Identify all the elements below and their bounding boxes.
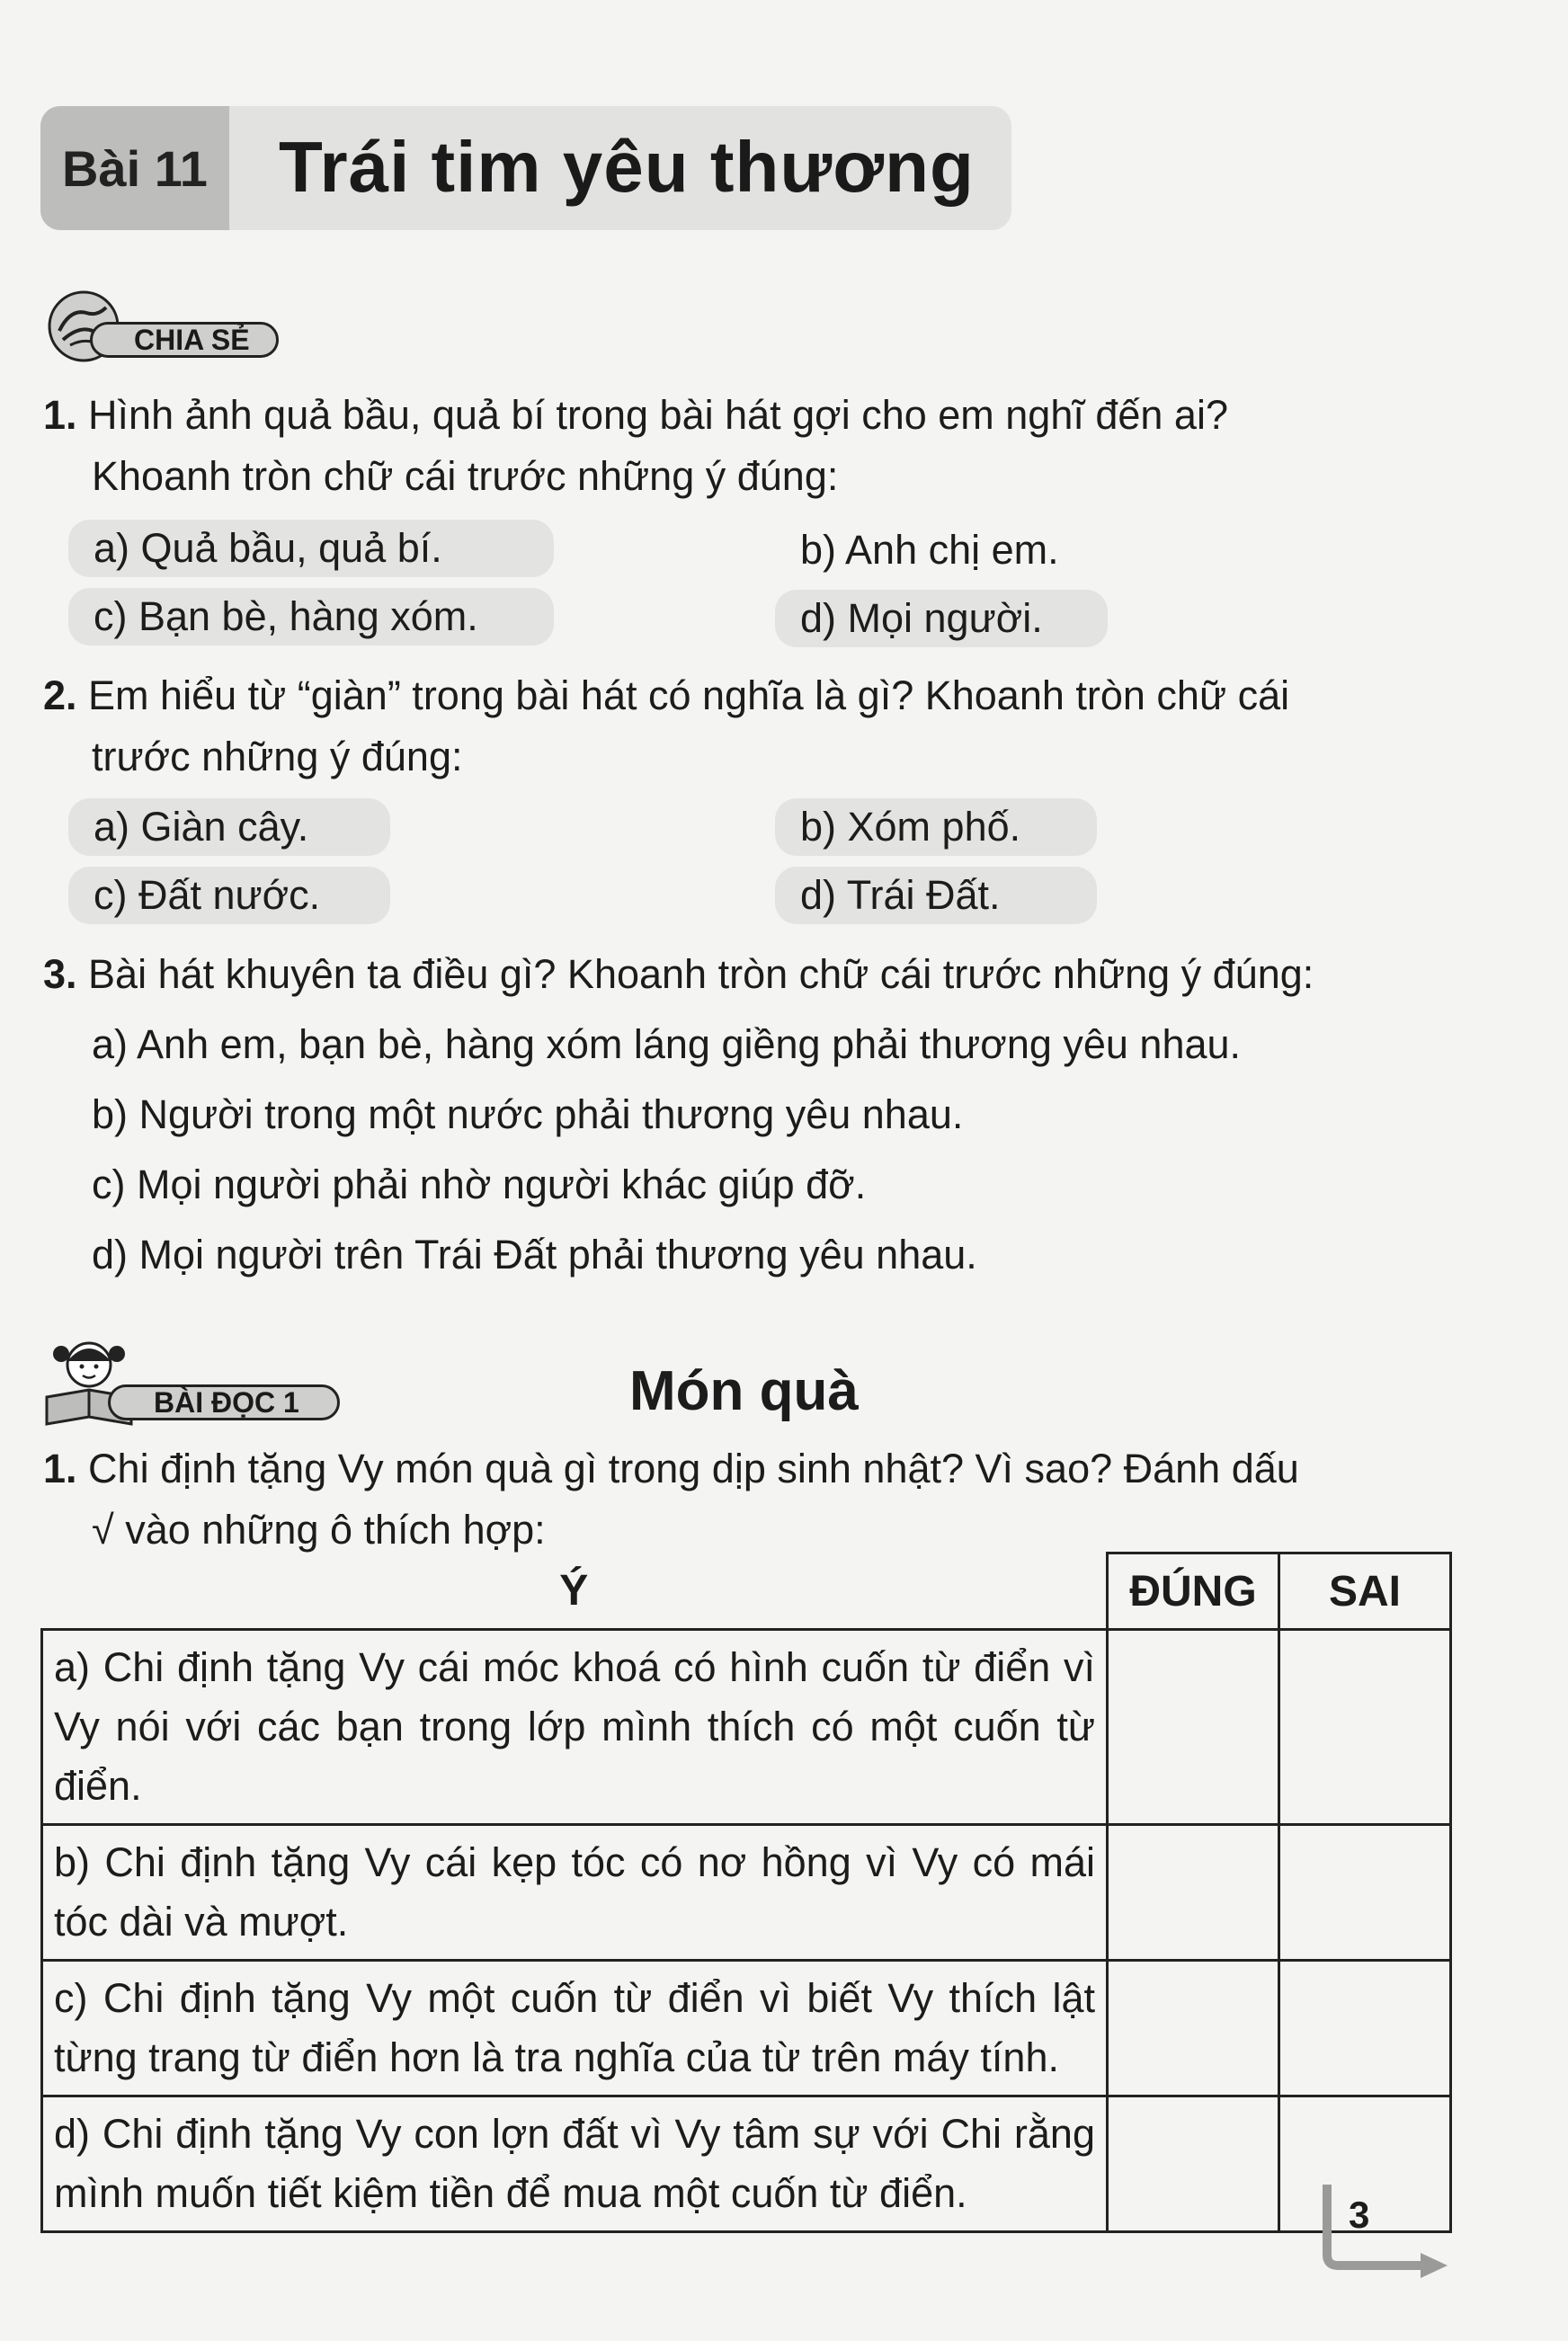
question-instruction: √ vào những ô thích hợp: <box>92 1507 546 1553</box>
option-a[interactable]: a) Giàn cây. <box>68 798 390 856</box>
table-row <box>42 1961 1451 2096</box>
option-d[interactable]: d) Trái Đất. <box>775 867 1097 924</box>
question-text: Bài hát khuyên ta điều gì? Khoanh tròn chữ cái trước những ý đúng: <box>88 951 1314 997</box>
question-instruction: trước những ý đúng: <box>92 734 463 779</box>
false-checkbox-cell[interactable] <box>1279 1961 1451 2096</box>
option-b[interactable]: b) Xóm phố. <box>775 798 1097 856</box>
question-number: 1. <box>43 392 77 438</box>
question-instruction: Khoanh tròn chữ cái trước những ý đúng: <box>92 453 839 499</box>
share-badge-label: CHIA SẺ <box>134 323 250 356</box>
question-number: 2. <box>43 672 77 718</box>
option-c[interactable]: c) Đất nước. <box>68 867 390 924</box>
share-question-1 <box>43 385 1228 446</box>
false-checkbox-cell[interactable] <box>1279 1630 1451 1825</box>
table-header-row <box>42 1553 1451 1630</box>
reading-question-1 <box>43 1438 1299 1500</box>
column-header-false: SAI <box>1279 1553 1451 1630</box>
option-c[interactable]: c) Mọi người phải nhờ người khác giúp đỡ. <box>92 1162 867 1207</box>
next-page-arrow-icon <box>1314 2176 1458 2283</box>
reading-badge-label: BÀI ĐỌC 1 <box>154 1385 299 1419</box>
question-text: Chi định tặng Vy món quà gì trong dịp sinh nhật? Vì sao? Đánh dấu <box>88 1446 1299 1491</box>
true-checkbox-cell[interactable] <box>1108 1825 1279 1961</box>
option-a[interactable]: a) Quả bầu, quả bí. <box>68 520 554 577</box>
lesson-number: Bài 11 <box>62 139 208 197</box>
option-a[interactable]: a) Anh em, bạn bè, hàng xóm láng giềng phải thương yêu nhau. <box>92 1021 1242 1067</box>
lesson-title: Trái tim yêu thương <box>279 127 975 207</box>
statement-cell: a) Chi định tặng Vy cái móc khoá có hình cuốn từ điển vì Vy nói với các bạn trong lớp mình thích có một cuốn từ điển. <box>42 1630 1108 1825</box>
question-number: 1. <box>43 1446 77 1491</box>
option-b[interactable]: b) Người trong một nước phải thương yêu nhau. <box>92 1091 964 1137</box>
option-d[interactable]: d) Mọi người trên Trái Đất phải thương yêu nhau. <box>92 1232 977 1277</box>
question-number: 3. <box>43 951 77 997</box>
true-checkbox-cell[interactable] <box>1108 1630 1279 1825</box>
question-text: Hình ảnh quả bầu, quả bí trong bài hát gợi cho em nghĩ đến ai? <box>88 392 1228 438</box>
statement-cell: c) Chi định tặng Vy một cuốn từ điển vì biết Vy thích lật từng trang từ điển hơn là tra nghĩa của từ trên máy tính. <box>42 1961 1108 2096</box>
question-text: Em hiểu từ “giàn” trong bài hát có nghĩa là gì? Khoanh tròn chữ cái <box>88 672 1290 718</box>
share-question-2 <box>43 665 1289 726</box>
true-false-table <box>40 1552 1452 2233</box>
column-header-statement: Ý <box>42 1553 1108 1630</box>
page-number: 3 <box>1349 2194 1370 2236</box>
true-checkbox-cell[interactable] <box>1108 2096 1279 2232</box>
statement-cell: d) Chi định tặng Vy con lợn đất vì Vy tâm sự với Chi rằng mình muốn tiết kiệm tiền để mua một cuốn từ điển. <box>42 2096 1108 2232</box>
option-d[interactable]: d) Mọi người. <box>775 590 1108 647</box>
true-checkbox-cell[interactable] <box>1108 1961 1279 2096</box>
share-badge <box>90 322 279 358</box>
option-c[interactable]: c) Bạn bè, hàng xóm. <box>68 588 554 645</box>
table-row <box>42 1630 1451 1825</box>
reading-badge <box>108 1384 340 1420</box>
reading-title: Món quà <box>629 1360 859 1422</box>
share-question-3 <box>43 944 1314 1005</box>
statement-cell: b) Chi định tặng Vy cái kẹp tóc có nơ hồng vì Vy có mái tóc dài và mượt. <box>42 1825 1108 1961</box>
column-header-true: ĐÚNG <box>1108 1553 1279 1630</box>
lesson-number-tab <box>40 106 229 230</box>
table-row <box>42 1825 1451 1961</box>
table-row <box>42 2096 1451 2232</box>
false-checkbox-cell[interactable] <box>1279 1825 1451 1961</box>
option-b[interactable]: b) Anh chị em. <box>800 527 1059 573</box>
